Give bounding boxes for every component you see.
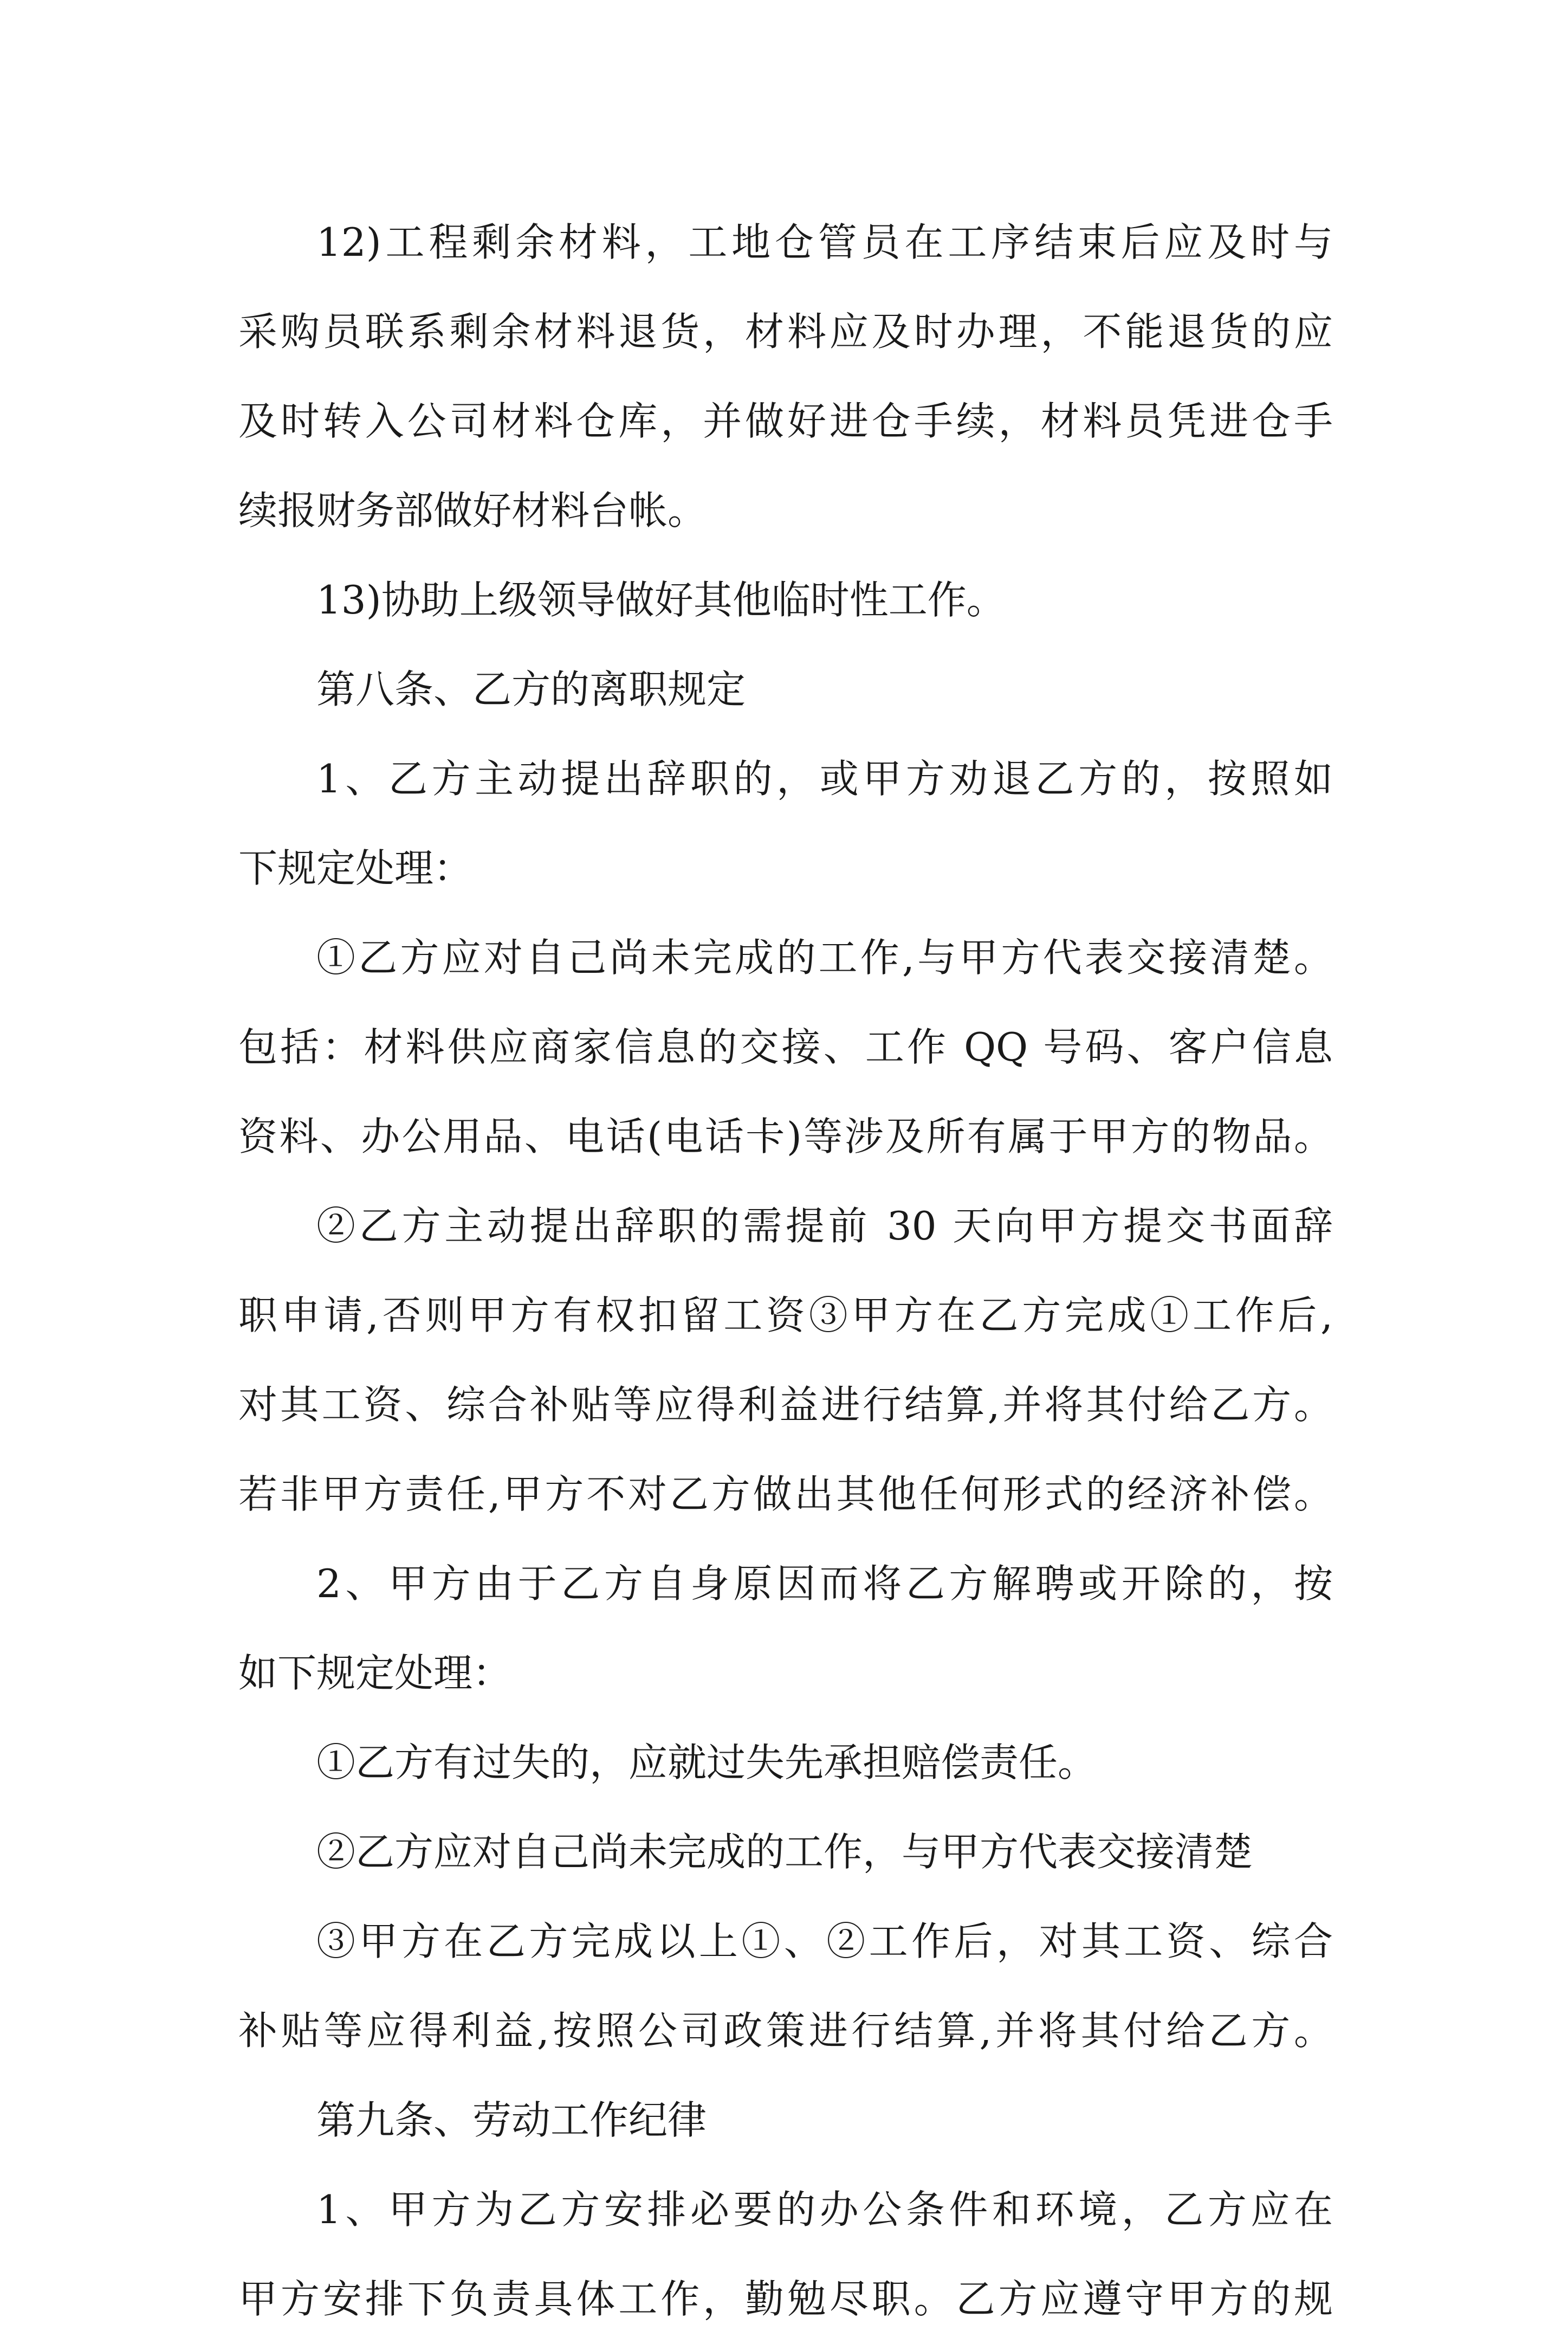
paragraph-article-8-clause-2 <box>238 1539 1333 1718</box>
text-line: 1、乙方主动提出辞职的，或甲方劝退乙方的，按照如 <box>316 756 1333 802</box>
article-8-heading <box>238 645 1333 734</box>
text-line: 对其工资、综合补贴等应得利益进行结算,并将其付给乙方。 <box>238 1382 1333 1428</box>
text-line: 2、甲方由于乙方自身原因而将乙方解聘或开除的，按 <box>316 1561 1333 1606</box>
text-line: 采购员联系剩余材料退货，材料应及时办理，不能退货的应 <box>238 309 1333 354</box>
document-body <box>238 198 1333 2344</box>
paragraph-article-9-clause-1 <box>238 2165 1333 2344</box>
paragraph-article-8-clause-1-b <box>238 1181 1333 1539</box>
text-line: 13)协助上级领导做好其他临时性工作。 <box>316 577 1006 623</box>
text-line: 1、甲方为乙方安排必要的办公条件和环境，乙方应在 <box>316 2187 1333 2232</box>
text-line: 下规定处理： <box>238 845 473 891</box>
paragraph-article-8-clause-1-a <box>238 913 1333 1181</box>
text-line: 补贴等应得利益,按照公司政策进行结算,并将其付给乙方。 <box>238 2008 1333 2054</box>
text-line: 若非甲方责任,甲方不对乙方做出其他任何形式的经济补偿。 <box>238 1471 1333 1517</box>
text-line: 资料、办公用品、电话(电话卡)等涉及所有属于甲方的物品。 <box>238 1114 1333 1159</box>
text-line: ②乙方主动提出辞职的需提前 30 天向甲方提交书面辞 <box>316 1203 1333 1249</box>
text-line: 如下规定处理： <box>238 1650 512 1696</box>
text-line: 职申请,否则甲方有权扣留工资③甲方在乙方完成①工作后, <box>238 1293 1333 1338</box>
section-heading: 第九条、劳动工作纪律 <box>316 2097 707 2143</box>
paragraph-article-8-clause-2-b <box>238 1807 1333 1897</box>
text-line: ③甲方在乙方完成以上①、②工作后，对其工资、综合 <box>316 1919 1333 1964</box>
article-9-heading <box>238 2076 1333 2165</box>
paragraph-item-12 <box>238 198 1333 556</box>
paragraph-article-8-clause-1 <box>238 734 1333 913</box>
paragraph-item-13 <box>238 556 1333 645</box>
text-line: 甲方安排下负责具体工作，勤勉尽职。乙方应遵守甲方的规 <box>238 2276 1333 2322</box>
text-line: ②乙方应对自己尚未完成的工作，与甲方代表交接清楚 <box>316 1829 1253 1875</box>
text-line: ①乙方有过失的，应就过失先承担赔偿责任。 <box>316 1740 1097 1785</box>
text-line: 包括：材料供应商家信息的交接、工作 QQ 号码、客户信息 <box>238 1024 1333 1070</box>
text-line: 续报财务部做好材料台帐。 <box>238 488 707 533</box>
section-heading: 第八条、乙方的离职规定 <box>316 667 746 712</box>
paragraph-article-8-clause-2-c <box>238 1897 1333 2076</box>
paragraph-article-8-clause-2-a <box>238 1718 1333 1807</box>
text-line: 及时转入公司材料仓库，并做好进仓手续，材料员凭进仓手 <box>238 398 1333 444</box>
text-line: ①乙方应对自己尚未完成的工作,与甲方代表交接清楚。 <box>316 935 1333 980</box>
text-line: 12)工程剩余材料，工地仓管员在工序结束后应及时与 <box>316 219 1333 265</box>
